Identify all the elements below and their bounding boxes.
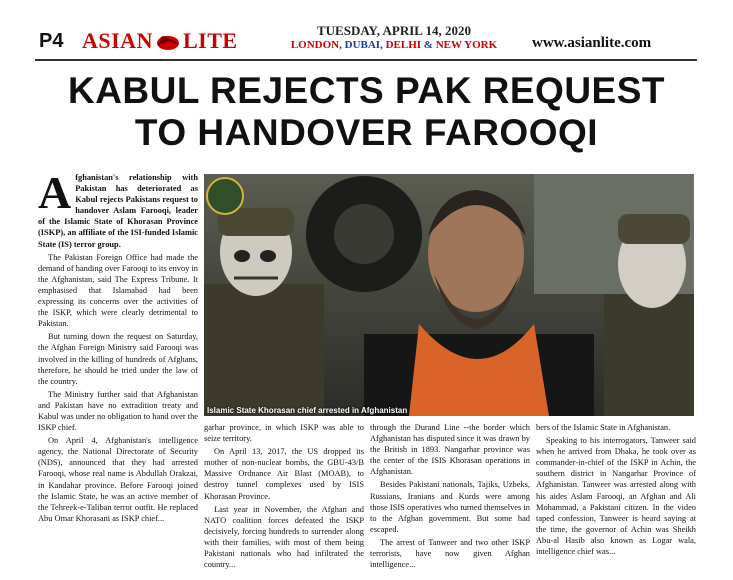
emblem-icon xyxy=(207,178,243,214)
headline-line-1: KABUL REJECTS PAK REQUEST xyxy=(67,70,666,111)
paragraph: The Ministry further said that Afghanistan and Pakistan have no extradition treaty and Kabul was under no obligation to hand over the ISKP chief. xyxy=(38,389,198,433)
masthead xyxy=(0,0,733,60)
lion-emblem-icon xyxy=(155,31,181,51)
paragraph: Speaking to his interrogators, Tanweer said when he arrived from Dhaka, he took over as commander-in-chief of the ISKP in Achin, the southern district in Nangarhar Province of Afghanistan. Tanweer was arrested along with his aides Aslam Farooqi, an Afghan and Ali Mohammad, a Pakistani citizen. In the video taped confession, Tanweer is heard saying at the time, the governor of Achin was Sheikh Abu-al Hasib also known as Logar wala, intelligence chief was... xyxy=(536,436,696,557)
headline-line-2: TO HANDOVER FAROOQI xyxy=(134,112,599,153)
paragraph: The Pakistan Foreign Office had made the demand of handing over Farooqi to its envoy in the Afghanistan, said The Express Tribune. It emphasised that Islamabad had been expressing its concerns over the activities of the ISKP, which were clearly detrimental to Pakistan. xyxy=(38,252,198,329)
paragraph: Besides Pakistani nationals, Tajiks, Uzbeks, Russians, Iranians and Kurds were among those ISIS operatives who turned themselves in to the Afghan government. But some had escaped. xyxy=(370,480,530,534)
column-1 xyxy=(38,172,198,580)
drop-cap: A xyxy=(38,172,72,218)
photo-caption: Islamic State Khorasan chief arrested in Afghanistan xyxy=(207,406,408,415)
photo-illustration xyxy=(204,174,694,416)
brand-logo xyxy=(82,28,238,54)
paragraph: But turning down the request on Saturday, the Afghan Foreign Ministry said Farooqi was involved in the killing of hundreds of Afghans, therefore, he should be tried under the law of the country. xyxy=(38,332,198,386)
paragraph: On April 13, 2017, the US dropped its mother of non-nuclear bombs, the GBU-43/B Massive Ordnance Air Blast (MOAB), to destroy tunnel complexes used by ISIS Khorasan Province. xyxy=(204,447,364,501)
dateline: TUESDAY, APRIL 14, 2020 xyxy=(316,23,471,38)
brand-right: LITE xyxy=(182,28,238,53)
paragraph: bers of the Islamic State in Afghanistan. xyxy=(536,423,671,432)
city-dubai: DUBAI xyxy=(344,39,381,51)
city-line: LONDON, DUBAI, DELHI & NEW YORK xyxy=(290,39,498,51)
column-2 xyxy=(204,422,364,580)
paragraph: garhar province, in which ISKP was able to seize territory. xyxy=(204,423,364,444)
brand-left: ASIAN xyxy=(82,28,153,53)
city-london: LONDON xyxy=(290,39,340,51)
paragraph: through the Durand Line --the border which Afghanistan has disputed since it was drawn by the British in 1893. Nangarhar province was the center of the ISIS Khorasan operations in Afghanistan. xyxy=(370,423,530,477)
paragraph: On April 4, Afghanistan's intelligence agency, the National Directorate of Security (NDS), announced that they had arrested Farooqi, whose real name is Abdullah Orakzai, in Kandahar province. Before Farooqi joined the Islamic State, he was an active member of the Tehreek-e-Taliban terror outfit. He replaced Abu Omar Khorasani as ISKP chief... xyxy=(38,436,198,523)
headline xyxy=(20,70,713,154)
column-3 xyxy=(370,422,530,580)
city-new-york: NEW YORK xyxy=(435,39,498,51)
column-4 xyxy=(536,422,696,580)
lead-paragraph: Afghanistan's relationship with Pakistan has deteriorated as Kabul rejects Pakistans request to handover Aslam Farooqi, leader of the Islamic State of Khorasan Province (ISKP), an affiliate of the ISI-funded Islamic State (IS) terror group. xyxy=(38,172,198,249)
page-number: P4 xyxy=(39,30,64,52)
paragraph: Last year in November, the Afghan and NATO coalition forces defeated the ISKP decisively, forcing hundreds to surrender along with their families, with most of them being Pakistani nationals who had infiltrated the country... xyxy=(204,504,364,570)
paragraph: The arrest of Tanweer and two other ISKP terrorists, have now given Afghan intelligence... xyxy=(370,537,530,570)
masthead-rule xyxy=(35,59,697,61)
city-delhi: DELHI xyxy=(385,39,422,51)
article-photo xyxy=(204,174,694,416)
website-link[interactable]: www.asianlite.com xyxy=(532,35,652,51)
